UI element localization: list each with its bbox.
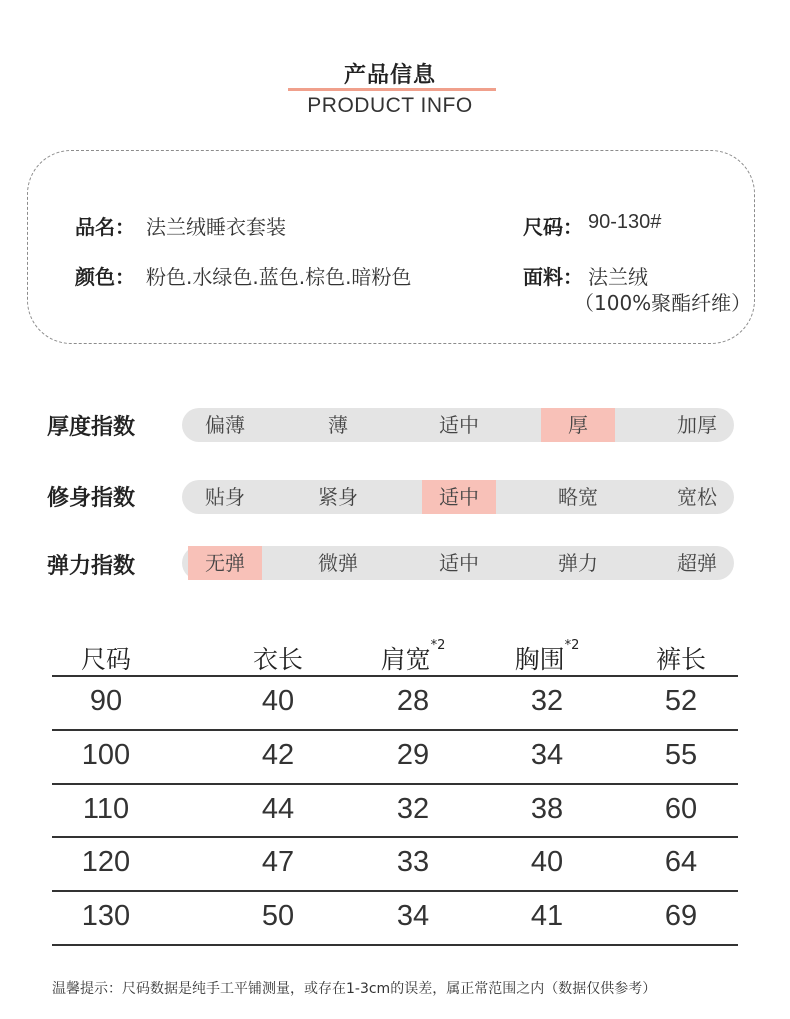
name-value: 法兰绒睡衣套装 <box>146 215 286 239</box>
index-option: 超弹 <box>677 551 717 575</box>
index-option: 适中 <box>439 551 479 575</box>
table-cell: 34 <box>530 739 564 771</box>
index-option: 微弹 <box>318 551 358 575</box>
table-cell: 55 <box>664 739 698 771</box>
table-cell: 28 <box>396 685 430 717</box>
table-header-cell: 裤长 <box>655 645 706 674</box>
table-cell: 50 <box>261 900 295 932</box>
index-option-selected: 适中 <box>422 480 496 514</box>
table-cell: 90 <box>89 685 123 717</box>
elasticity-index-label: 弹力指数 <box>47 554 136 579</box>
table-cell: 29 <box>396 739 430 771</box>
table-cell: 44 <box>261 793 295 825</box>
table-rule <box>52 729 738 731</box>
name-label: 品名： <box>75 215 135 239</box>
table-cell: 100 <box>81 739 131 771</box>
index-option: 加厚 <box>677 413 717 437</box>
table-rule <box>52 944 738 946</box>
thickness-index-label: 厚度指数 <box>47 415 136 440</box>
thickness-index-bar <box>182 408 734 442</box>
table-cell: 52 <box>664 685 698 717</box>
table-rule <box>52 890 738 892</box>
table-rule <box>52 783 738 785</box>
table-cell: 40 <box>530 846 564 878</box>
index-option: 适中 <box>439 413 479 437</box>
fit-index-bar <box>182 480 734 514</box>
table-header-cell: 衣长 <box>252 645 303 674</box>
elasticity-index-bar <box>182 546 734 580</box>
section-title: 产品信息 <box>343 63 436 88</box>
index-option-selected: 无弹 <box>188 546 262 580</box>
table-cell: 40 <box>261 685 295 717</box>
table-cell: 64 <box>664 846 698 878</box>
table-cell: 32 <box>396 793 430 825</box>
measurement-note: 温馨提示：尺码数据是纯手工平铺测量，或存在1-3cm的误差，属正常范围之内（数据仅供参考） <box>52 981 657 997</box>
size-label: 尺码： <box>523 215 583 239</box>
index-option-selected: 厚 <box>541 408 615 442</box>
table-cell: 60 <box>664 793 698 825</box>
table-cell: 33 <box>396 846 430 878</box>
size-value: 90-130# <box>588 211 662 233</box>
table-header-cell: 肩宽$^{*2}$ <box>380 638 446 674</box>
title-underline <box>288 88 496 91</box>
index-option: 薄 <box>328 413 348 437</box>
table-header-cell: 胸围$^{*2}$ <box>514 638 580 674</box>
fabric-value: 法兰绒 <box>588 265 648 289</box>
table-rule <box>52 836 738 838</box>
table-cell: 34 <box>396 900 430 932</box>
table-cell: 47 <box>261 846 295 878</box>
table-cell: 32 <box>530 685 564 717</box>
index-option: 弹力 <box>558 551 598 575</box>
table-cell: 69 <box>664 900 698 932</box>
table-cell: 120 <box>81 846 131 878</box>
table-cell: 110 <box>82 793 130 825</box>
index-option: 贴身 <box>205 485 245 509</box>
table-cell: 41 <box>530 900 564 932</box>
fit-index-label: 修身指数 <box>47 486 136 511</box>
index-option: 宽松 <box>677 485 717 509</box>
table-rule <box>52 675 738 677</box>
index-option: 略宽 <box>558 485 598 509</box>
index-option: 偏薄 <box>205 413 245 437</box>
table-header-cell: 尺码 <box>80 645 131 674</box>
table-cell: 42 <box>261 739 295 771</box>
section-subtitle: PRODUCT INFO <box>307 94 473 117</box>
fabric-composition: （100%聚酯纤维） <box>574 291 752 315</box>
color-label: 颜色： <box>75 265 135 289</box>
color-value: 粉色.水绿色.蓝色.棕色.暗粉色 <box>146 265 412 289</box>
index-option: 紧身 <box>318 485 358 509</box>
fabric-label: 面料： <box>523 265 583 289</box>
table-cell: 38 <box>530 793 564 825</box>
table-cell: 130 <box>81 900 131 932</box>
